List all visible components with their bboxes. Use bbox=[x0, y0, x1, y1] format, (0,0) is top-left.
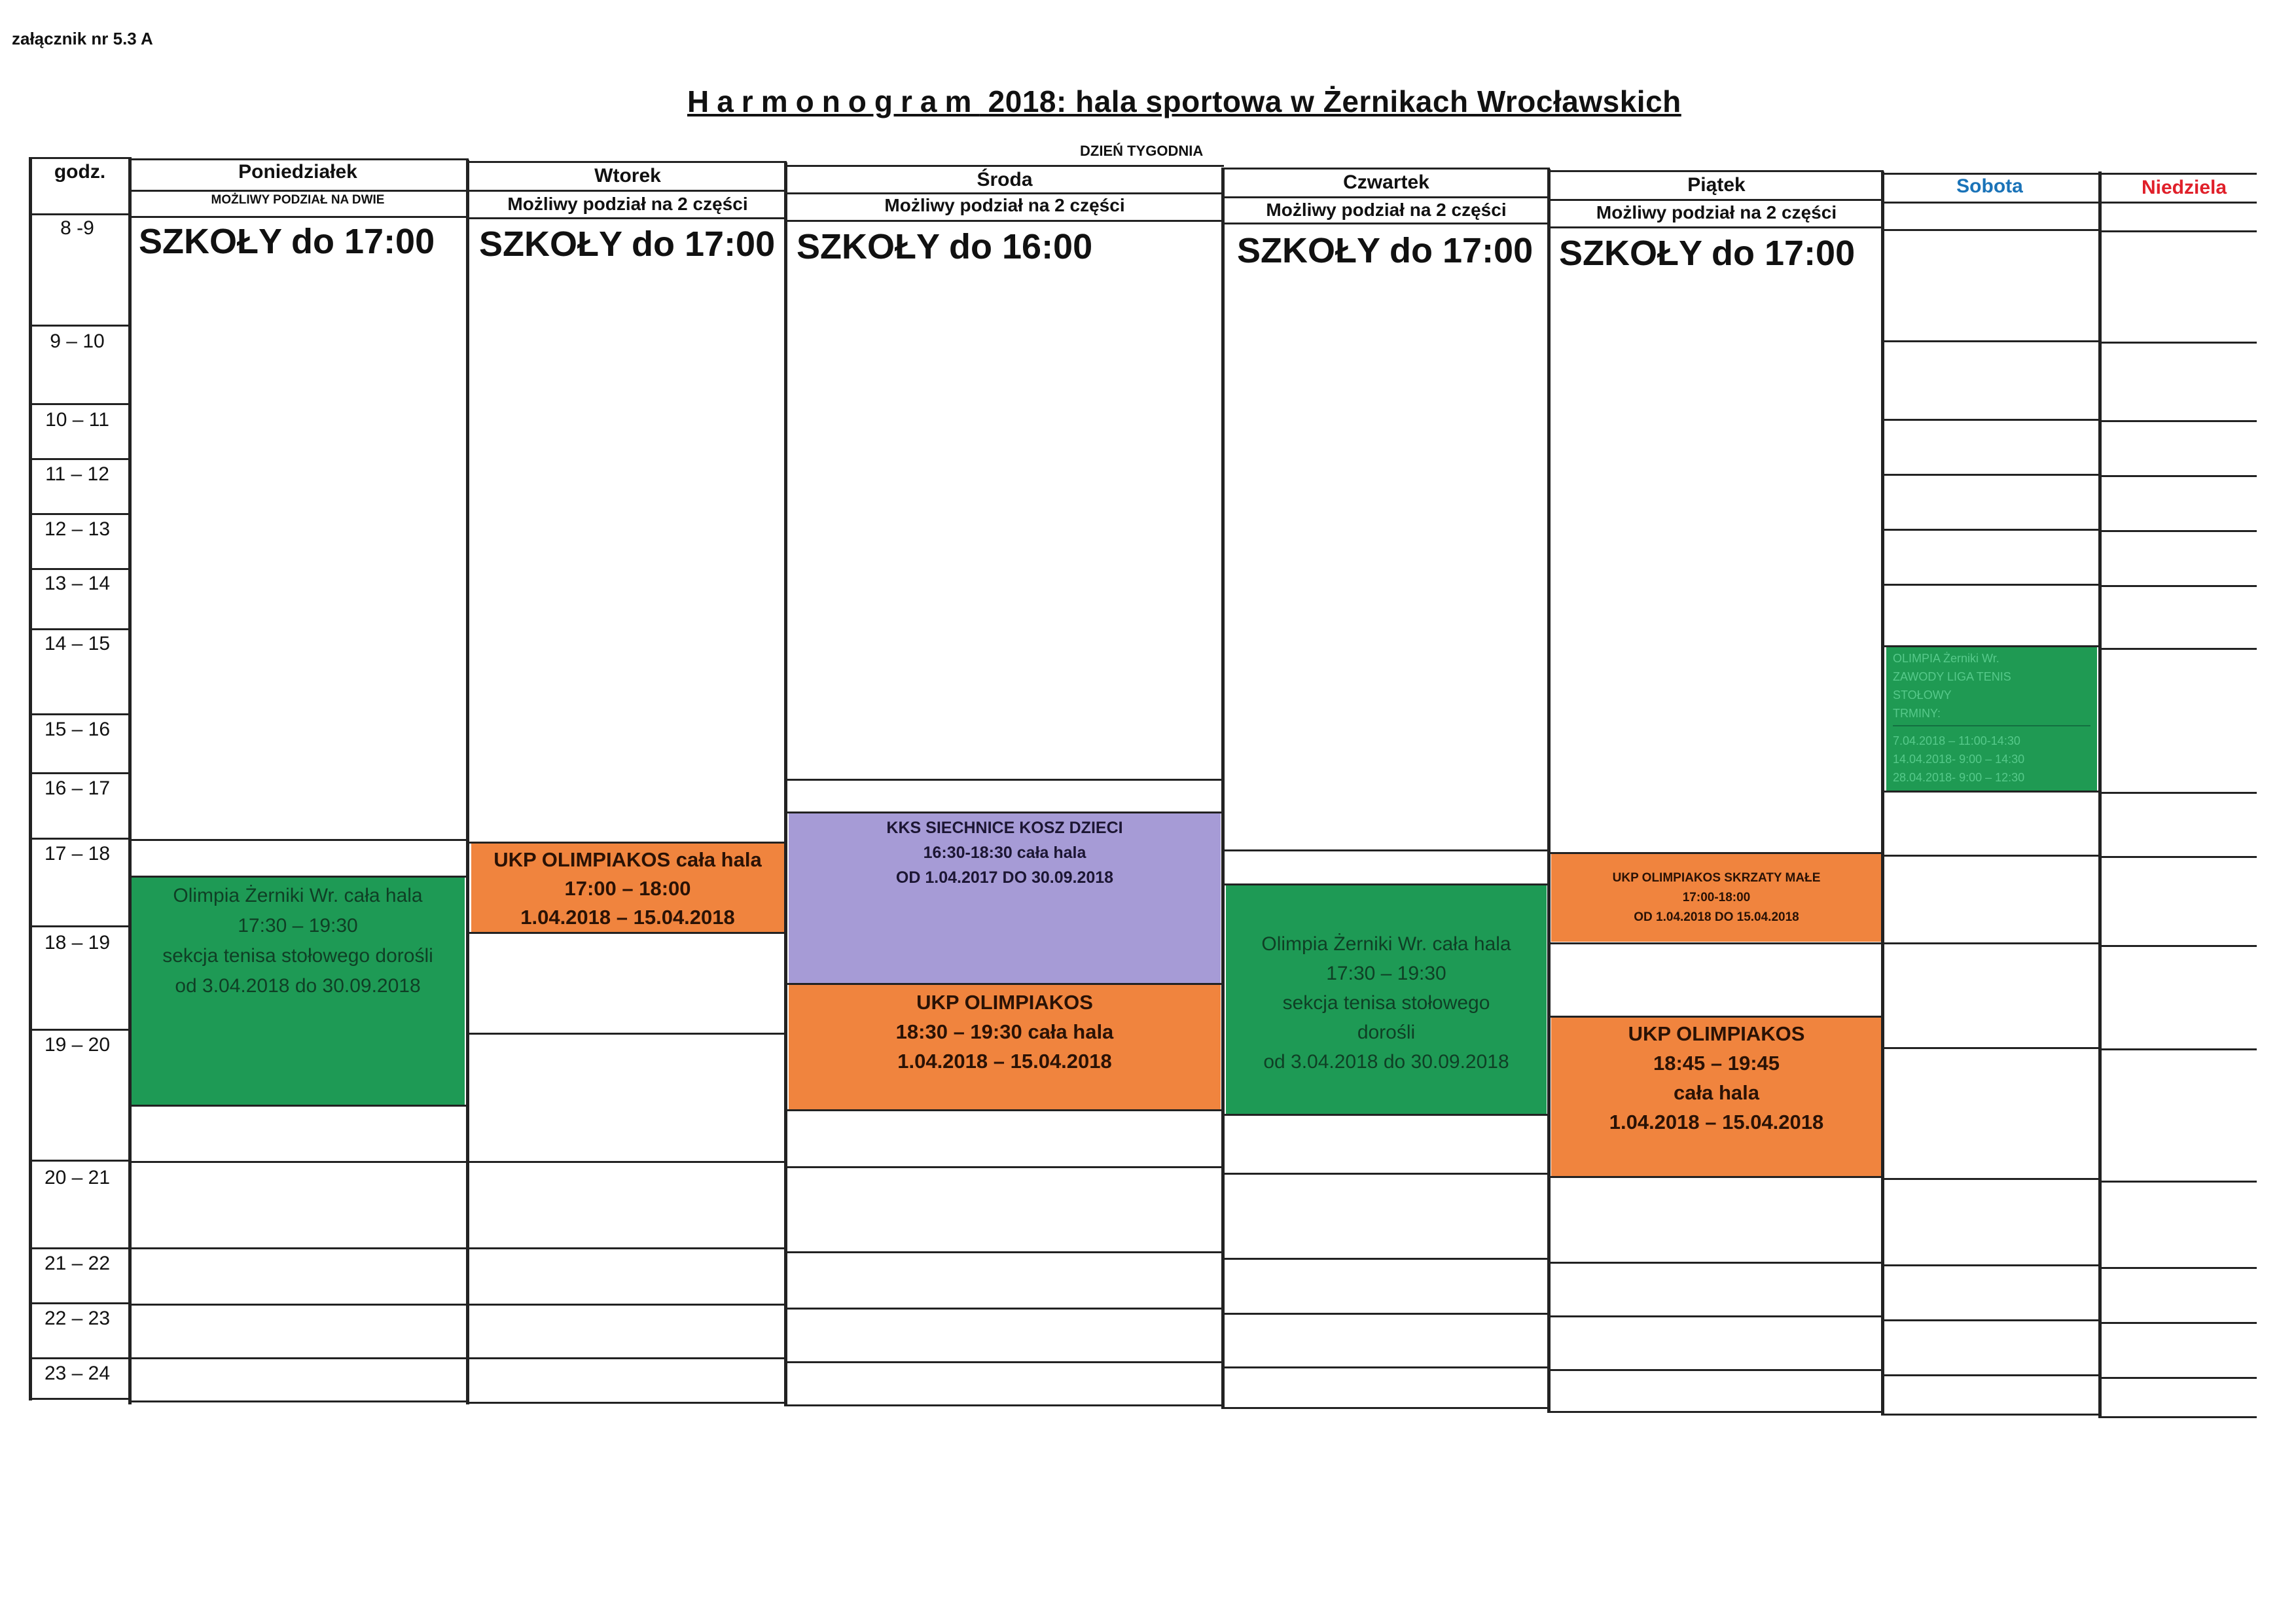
grid-hline bbox=[2098, 475, 2257, 477]
grid-hline bbox=[1547, 1411, 1884, 1413]
grid-hline bbox=[1881, 1374, 2101, 1376]
grid-vline bbox=[1881, 171, 1884, 1414]
grid-hline bbox=[2098, 856, 2257, 858]
grid-hline bbox=[2098, 173, 2257, 175]
booking-line: TRMINY: bbox=[1893, 707, 1941, 720]
grid-hline bbox=[29, 568, 131, 570]
day-header-sunday: Niedziela bbox=[2141, 177, 2227, 198]
grid-hline bbox=[466, 1304, 787, 1306]
grid-hline bbox=[1547, 1369, 1884, 1371]
grid-hline bbox=[466, 217, 787, 219]
hour-label: 21 – 22 bbox=[44, 1253, 111, 1274]
grid-hline bbox=[1881, 1319, 2101, 1321]
booking-line: 18:45 – 19:45 bbox=[1653, 1052, 1780, 1075]
booking-line: UKP OLIMPIAKOS bbox=[1628, 1022, 1805, 1045]
grid-hline bbox=[1881, 855, 2101, 857]
day-sub-thursday: Możliwy podział na 2 części bbox=[1266, 200, 1507, 220]
grid-hline bbox=[29, 838, 131, 840]
school-block-friday: SZKOŁY do 17:00 bbox=[1559, 234, 1856, 273]
grid-hline bbox=[128, 1400, 469, 1402]
grid-hline bbox=[29, 713, 131, 715]
hour-label: 16 – 17 bbox=[44, 777, 111, 799]
grid-hline bbox=[2098, 1416, 2257, 1418]
grid-hline bbox=[2098, 945, 2257, 947]
grid-hline bbox=[1881, 202, 2101, 204]
hour-label: 8 -9 bbox=[60, 217, 94, 239]
day-header-tuesday: Wtorek bbox=[594, 165, 661, 187]
grid-hline bbox=[1221, 1114, 1550, 1116]
grid-hline bbox=[466, 932, 787, 934]
grid-hline bbox=[29, 1160, 131, 1162]
booking-line: 1.04.2018 – 15.04.2018 bbox=[520, 906, 735, 929]
grid-hline bbox=[784, 812, 1224, 813]
grid-hline bbox=[29, 1398, 131, 1400]
booking-line: cała hala bbox=[1674, 1081, 1759, 1104]
grid-hline bbox=[784, 192, 1224, 194]
grid-hline bbox=[29, 213, 131, 215]
grid-hline bbox=[128, 216, 469, 218]
hour-label: 9 – 10 bbox=[50, 330, 105, 352]
grid-hline bbox=[784, 1361, 1224, 1363]
grid-hline bbox=[784, 1308, 1224, 1310]
hour-label: 11 – 12 bbox=[45, 463, 109, 485]
day-header-saturday: Sobota bbox=[1956, 175, 2023, 197]
grid-hline bbox=[2098, 792, 2257, 794]
grid-hline bbox=[2098, 1048, 2257, 1050]
booking-line: UKP OLIMPIAKOS cała hala bbox=[493, 848, 762, 871]
grid-hline bbox=[1547, 1176, 1884, 1178]
grid-hline bbox=[1881, 1414, 2101, 1416]
day-header-wednesday: Środa bbox=[977, 169, 1033, 190]
grid-hline bbox=[2098, 648, 2257, 650]
hour-column-header: godz. bbox=[54, 161, 106, 183]
hour-label: 12 – 13 bbox=[44, 518, 111, 540]
grid-hline bbox=[2098, 1322, 2257, 1324]
hour-label: 17 – 18 bbox=[44, 843, 111, 865]
grid-hline bbox=[1881, 340, 2101, 342]
day-sub-wednesday: Możliwy podział na 2 części bbox=[884, 195, 1125, 215]
grid-vline bbox=[1221, 168, 1225, 1407]
grid-hline bbox=[466, 1033, 787, 1035]
booking-line: OD 1.04.2017 DO 30.09.2018 bbox=[895, 868, 1114, 887]
booking-line: Olimpia Żerniki Wr. cała hala bbox=[173, 885, 423, 906]
grid-hline bbox=[1881, 474, 2101, 476]
booking-line: 1.04.2018 – 15.04.2018 bbox=[1609, 1111, 1824, 1133]
grid-hline bbox=[2098, 585, 2257, 587]
grid-hline bbox=[784, 1166, 1224, 1168]
day-header-monday: Poniedziałek bbox=[238, 161, 357, 183]
grid-hline bbox=[1881, 791, 2101, 793]
grid-hline bbox=[128, 1105, 469, 1107]
grid-hline bbox=[784, 220, 1224, 222]
booking-line: 17:00-18:00 bbox=[1682, 891, 1751, 904]
booking-line: 17:30 – 19:30 bbox=[238, 915, 358, 936]
booking-line: KKS SIECHNICE KOSZ DZIECI bbox=[886, 819, 1123, 837]
grid-hline bbox=[1221, 1258, 1550, 1260]
grid-hline bbox=[1221, 1407, 1550, 1409]
grid-hline bbox=[784, 165, 1224, 167]
booking-line: 17:30 – 19:30 bbox=[1326, 963, 1446, 984]
grid-hline bbox=[29, 157, 131, 159]
grid-vline bbox=[466, 160, 469, 1404]
grid-hline bbox=[1881, 584, 2101, 586]
grid-hline bbox=[1221, 168, 1550, 169]
grid-hline bbox=[1221, 1313, 1550, 1315]
grid-hline bbox=[1881, 419, 2101, 421]
booking-line: 1.04.2018 – 15.04.2018 bbox=[897, 1050, 1112, 1073]
grid-hline bbox=[29, 1357, 131, 1359]
grid-hline bbox=[1547, 226, 1884, 228]
booking-line: 14.04.2018- 9:00 – 14:30 bbox=[1893, 753, 2025, 766]
booking-line: sekcja tenisa stołowego bbox=[1282, 992, 1490, 1014]
booking-olimpia-monday[interactable] bbox=[131, 876, 465, 1105]
grid-hline bbox=[128, 190, 469, 192]
block-divider bbox=[1893, 725, 2090, 732]
grid-hline bbox=[1221, 1366, 1550, 1368]
grid-hline bbox=[1221, 849, 1550, 851]
grid-hline bbox=[466, 842, 787, 844]
grid-hline bbox=[466, 161, 787, 163]
booking-kks-wednesday[interactable] bbox=[789, 813, 1221, 983]
grid-vline bbox=[2098, 171, 2102, 1416]
grid-hline bbox=[128, 1247, 469, 1249]
booking-line: 28.04.2018- 9:00 – 12:30 bbox=[1893, 771, 2025, 784]
school-block-monday: SZKOŁY do 17:00 bbox=[139, 222, 435, 261]
grid-hline bbox=[1221, 196, 1550, 198]
grid-hline bbox=[128, 1357, 469, 1359]
grid-hline bbox=[466, 1247, 787, 1249]
grid-hline bbox=[1221, 223, 1550, 224]
hour-label: 13 – 14 bbox=[44, 573, 111, 594]
day-sub-monday: MOŻLIWY PODZIAŁ NA DWIE bbox=[211, 193, 385, 207]
day-sub-tuesday: Możliwy podział na 2 części bbox=[507, 194, 748, 214]
grid-hline bbox=[128, 158, 469, 160]
grid-hline bbox=[2098, 342, 2257, 344]
grid-hline bbox=[784, 1404, 1224, 1406]
grid-hline bbox=[784, 1109, 1224, 1111]
day-sub-friday: Możliwy podział na 2 części bbox=[1596, 202, 1837, 223]
grid-hline bbox=[1547, 1315, 1884, 1317]
grid-hline bbox=[29, 403, 131, 405]
grid-hline bbox=[29, 1302, 131, 1304]
grid-hline bbox=[1547, 852, 1884, 854]
grid-hline bbox=[784, 983, 1224, 985]
grid-hline bbox=[29, 1029, 131, 1031]
grid-vline bbox=[784, 162, 787, 1404]
grid-hline bbox=[2098, 420, 2257, 422]
week-label: DZIEŃ TYGODNIA bbox=[1080, 143, 1204, 159]
hour-label: 23 – 24 bbox=[44, 1363, 111, 1384]
hour-label: 14 – 15 bbox=[44, 633, 111, 654]
school-block-tuesday: SZKOŁY do 17:00 bbox=[479, 224, 776, 264]
grid-hline bbox=[2098, 530, 2257, 532]
grid-hline bbox=[1547, 942, 1884, 944]
booking-skrzaty-friday[interactable] bbox=[1551, 854, 1882, 942]
day-header-friday: Piątek bbox=[1687, 174, 1746, 196]
grid-hline bbox=[29, 325, 131, 327]
booking-line: od 3.04.2018 do 30.09.2018 bbox=[175, 975, 421, 997]
grid-hline bbox=[1881, 1264, 2101, 1266]
day-header-thursday: Czwartek bbox=[1343, 171, 1429, 193]
booking-ukp-tuesday[interactable] bbox=[471, 842, 784, 932]
hour-label: 19 – 20 bbox=[44, 1034, 111, 1056]
grid-hline bbox=[466, 190, 787, 192]
booking-line: 7.04.2018 – 11:00-14:30 bbox=[1893, 734, 2020, 747]
hour-label: 18 – 19 bbox=[44, 932, 111, 954]
attachment-label: załącznik nr 5.3 A bbox=[12, 29, 153, 48]
grid-hline bbox=[2098, 202, 2257, 204]
grid-hline bbox=[1547, 199, 1884, 201]
booking-ukp-friday[interactable] bbox=[1551, 1016, 1882, 1176]
booking-line: UKP OLIMPIAKOS SKRZATY MAŁE bbox=[1612, 871, 1821, 885]
grid-hline bbox=[784, 779, 1224, 781]
grid-vline bbox=[1547, 169, 1551, 1411]
booking-line: 17:00 – 18:00 bbox=[564, 877, 691, 900]
booking-olimpia-thursday[interactable] bbox=[1226, 883, 1547, 1114]
booking-line: ZAWODY LIGA TENIS bbox=[1893, 670, 2011, 683]
grid-vline bbox=[29, 157, 32, 1400]
booking-line: 18:30 – 19:30 cała hala bbox=[895, 1020, 1114, 1043]
grid-hline bbox=[1221, 1173, 1550, 1175]
document-title bbox=[687, 84, 1681, 119]
hour-label: 15 – 16 bbox=[44, 719, 111, 740]
title-rest: 2018: hala sportowa w Żernikach Wrocławskich bbox=[979, 84, 1681, 118]
grid-hline bbox=[128, 1161, 469, 1163]
hour-label: 22 – 23 bbox=[44, 1308, 111, 1329]
grid-hline bbox=[2098, 1181, 2257, 1183]
booking-line: STOŁOWY bbox=[1893, 688, 1952, 702]
grid-hline bbox=[128, 839, 469, 841]
grid-hline bbox=[1881, 645, 2101, 647]
booking-line: dorośli bbox=[1357, 1022, 1416, 1043]
grid-hline bbox=[29, 458, 131, 460]
grid-hline bbox=[2098, 230, 2257, 232]
booking-line: od 3.04.2018 do 30.09.2018 bbox=[1263, 1051, 1509, 1073]
grid-hline bbox=[128, 1304, 469, 1306]
booking-olimpia-saturday[interactable] bbox=[1886, 645, 2097, 791]
title-spaced: Harmonogram bbox=[687, 84, 980, 118]
school-block-thursday: SZKOŁY do 17:00 bbox=[1237, 231, 1534, 270]
grid-hline bbox=[1881, 1178, 2101, 1180]
grid-hline bbox=[1881, 1047, 2101, 1049]
grid-hline bbox=[1547, 1262, 1884, 1264]
grid-hline bbox=[466, 1402, 787, 1404]
grid-hline bbox=[29, 513, 131, 515]
booking-line: 16:30-18:30 cała hala bbox=[923, 844, 1086, 862]
grid-hline bbox=[1881, 529, 2101, 531]
booking-line: UKP OLIMPIAKOS bbox=[916, 991, 1093, 1014]
grid-hline bbox=[29, 772, 131, 774]
booking-line: OLIMPIA Żerniki Wr. bbox=[1893, 652, 2000, 665]
grid-hline bbox=[784, 1251, 1224, 1253]
grid-hline bbox=[1547, 170, 1884, 172]
booking-line: OD 1.04.2018 DO 15.04.2018 bbox=[1634, 910, 1799, 924]
grid-hline bbox=[1881, 173, 2101, 175]
grid-hline bbox=[128, 876, 469, 878]
grid-hline bbox=[1881, 229, 2101, 231]
grid-hline bbox=[466, 1357, 787, 1359]
grid-hline bbox=[2098, 1377, 2257, 1379]
booking-ukp-wednesday[interactable] bbox=[789, 985, 1221, 1109]
grid-hline bbox=[466, 1161, 787, 1163]
booking-line: sekcja tenisa stołowego dorośli bbox=[162, 945, 433, 967]
hour-label: 10 – 11 bbox=[45, 409, 109, 431]
school-block-wednesday: SZKOŁY do 16:00 bbox=[797, 227, 1093, 266]
grid-hline bbox=[29, 925, 131, 927]
grid-hline bbox=[1547, 1016, 1884, 1018]
grid-hline bbox=[2098, 1267, 2257, 1269]
grid-hline bbox=[1221, 883, 1550, 885]
grid-hline bbox=[29, 628, 131, 630]
booking-line: Olimpia Żerniki Wr. cała hala bbox=[1261, 933, 1511, 955]
grid-vline bbox=[128, 157, 132, 1404]
hour-label: 20 – 21 bbox=[44, 1167, 111, 1188]
grid-hline bbox=[29, 1247, 131, 1249]
grid-hline bbox=[1881, 942, 2101, 944]
